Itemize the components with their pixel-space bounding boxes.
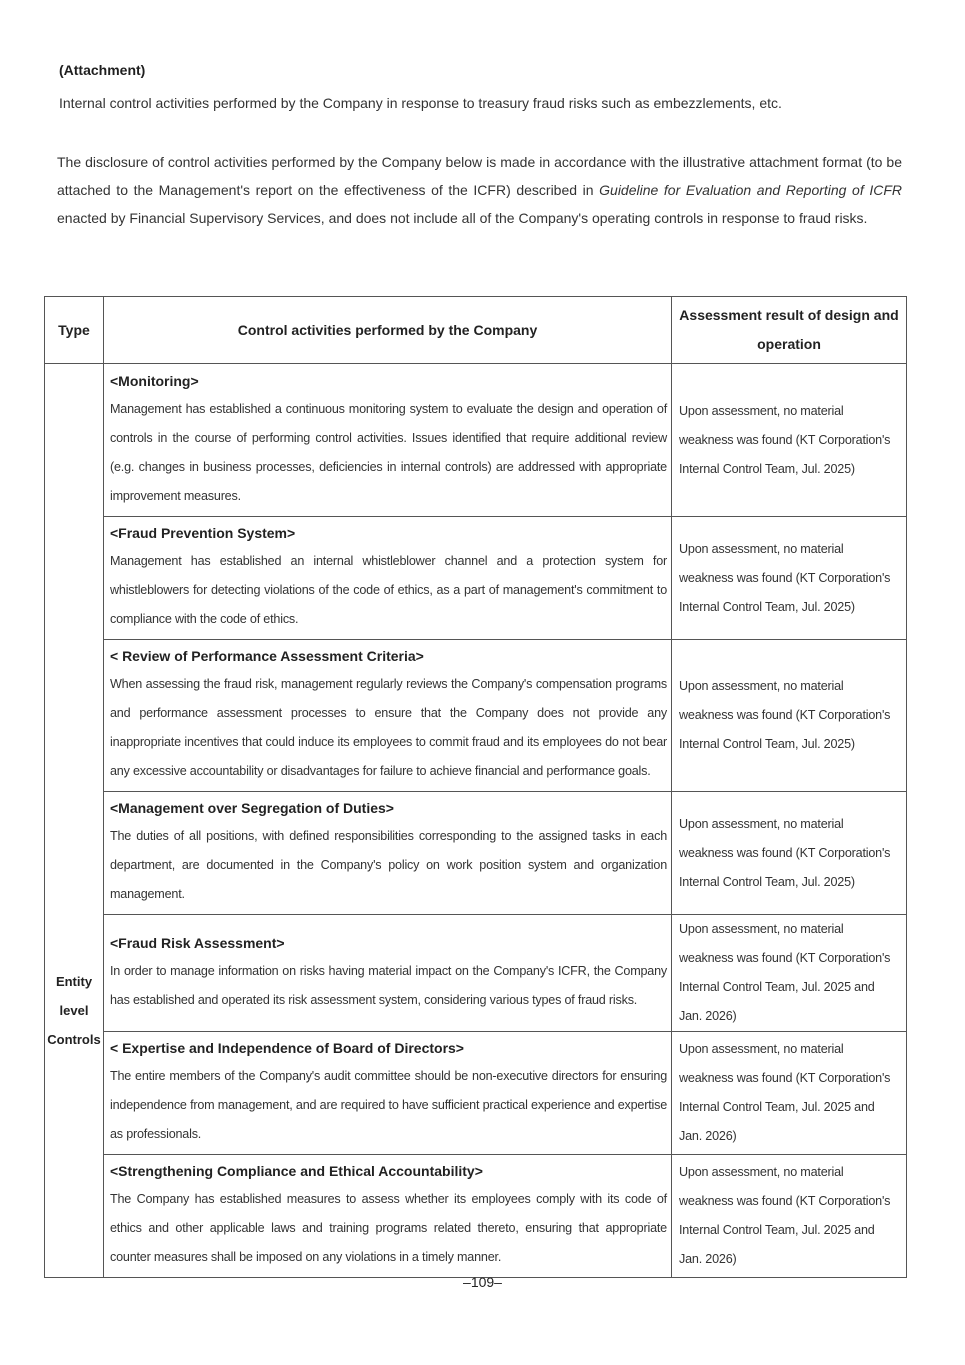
table-header-row <box>45 297 907 364</box>
intro-text-2: enacted by Financial Supervisory Services, and does not include all of the Company's operating controls in response to fraud risks. <box>57 210 868 226</box>
activity-cell <box>104 640 672 792</box>
activity-cell <box>104 517 672 640</box>
assessment-result: Upon assessment, no material weakness was found (KT Corporation's Internal Control Team, Jul. 2025) <box>672 792 907 915</box>
assessment-result: Upon assessment, no material weakness was found (KT Corporation's Internal Control Team, Jul. 2025) <box>672 517 907 640</box>
header-assessment-result: Assessment result of design and operation <box>672 297 907 364</box>
guideline-title: Guideline for Evaluation and Reporting of ICFR <box>599 182 902 198</box>
header-type: Type <box>45 297 104 364</box>
activity-cell <box>104 364 672 517</box>
activity-cell <box>104 1155 672 1278</box>
table-row <box>45 1032 907 1155</box>
table-row <box>45 364 907 517</box>
activity-title: <Strengthening Compliance and Ethical Accountability> <box>110 1163 483 1179</box>
activity-title: <Monitoring> <box>110 372 199 389</box>
activity-cell <box>104 792 672 915</box>
activity-title: <Fraud Risk Assessment> <box>110 934 285 951</box>
activity-title: < Expertise and Independence of Board of Directors> <box>110 1040 464 1056</box>
activity-description: When assessing the fraud risk, management regularly reviews the Company's compensation programs and performance assessment processes to ensure that the Company does not provide any inappropriate incentives that could induce its employees to commit fraud and its employees do not bear any excessive accountability or disadvantages for failure to achieve financial and performance goals. <box>110 677 667 778</box>
header-control-activities: Control activities performed by the Company <box>104 297 672 364</box>
assessment-result: Upon assessment, no material weakness was found (KT Corporation's Internal Control Team, Jul. 2025 and Jan. 2026) <box>672 915 907 1032</box>
activity-title: <Management over Segregation of Duties> <box>110 800 394 816</box>
activity-description: In order to manage information on risks having material impact on the Company's ICFR, the Company has established and operated its risk assessment system, considering various types of fraud risks. <box>110 963 667 1007</box>
table-row <box>45 640 907 792</box>
activity-title: < Review of Performance Assessment Criteria> <box>110 648 424 664</box>
page-number: –109– <box>463 1274 502 1290</box>
activity-description: The Company has established measures to assess whether its employees comply with its code of ethics and other applicable laws and training programs related thereto, ensuring that appropriate counter measures shall be imposed on any violations in a timely manner. <box>110 1192 667 1264</box>
assessment-result: Upon assessment, no material weakness was found (KT Corporation's Internal Control Team, Jul. 2025 and Jan. 2026) <box>672 1155 907 1278</box>
activity-description: The duties of all positions, with defined responsibilities corresponding to the assigned tasks in each department, are documented in the Company's policy on work position system and organization management. <box>110 829 667 901</box>
assessment-result: Upon assessment, no material weakness was found (KT Corporation's Internal Control Team, Jul. 2025) <box>672 640 907 792</box>
activity-description: Management has established a continuous monitoring system to evaluate the design and operation of controls in the course of performing control activities. Issues identified that require additional review (e.g. changes in business processes, deficiencies in internal controls) are addressed with appropriate improvement measures. <box>110 401 667 503</box>
attachment-subtitle: Internal control activities performed by the Company in response to treasury fraud risks such as embezzlements, etc. <box>59 95 782 111</box>
type-cell: Entity level Controls <box>45 364 104 1278</box>
table-row <box>45 792 907 915</box>
activity-title: <Fraud Prevention System> <box>110 525 296 541</box>
table-row <box>45 517 907 640</box>
intro-text-1: The disclosure of control activities performed by the Company below is made in accordance with the illustrative attachment format (to be attached to the Management's report on the effectiveness of the ICFR) described in <box>57 154 902 198</box>
table-row <box>45 1155 907 1278</box>
control-activities-table <box>44 296 907 1278</box>
assessment-result: Upon assessment, no material weakness was found (KT Corporation's Internal Control Team, Jul. 2025 and Jan. 2026) <box>672 1032 907 1155</box>
activity-description: The entire members of the Company's audit committee should be non-executive directors for ensuring independence from management, and are required to have sufficient practical experience and expertise as professionals. <box>110 1069 667 1141</box>
activity-cell <box>104 1032 672 1155</box>
intro-paragraph <box>57 148 902 232</box>
assessment-result: Upon assessment, no material weakness was found (KT Corporation's Internal Control Team, Jul. 2025) <box>672 364 907 517</box>
attachment-heading: (Attachment) <box>59 62 146 78</box>
table-row <box>45 915 907 1032</box>
activity-cell <box>104 915 672 1032</box>
activity-description: Management has established an internal whistleblower channel and a protection system for whistleblowers for detecting violations of the code of ethics, as a part of management's commitment to compliance with the code of ethics. <box>110 554 667 626</box>
